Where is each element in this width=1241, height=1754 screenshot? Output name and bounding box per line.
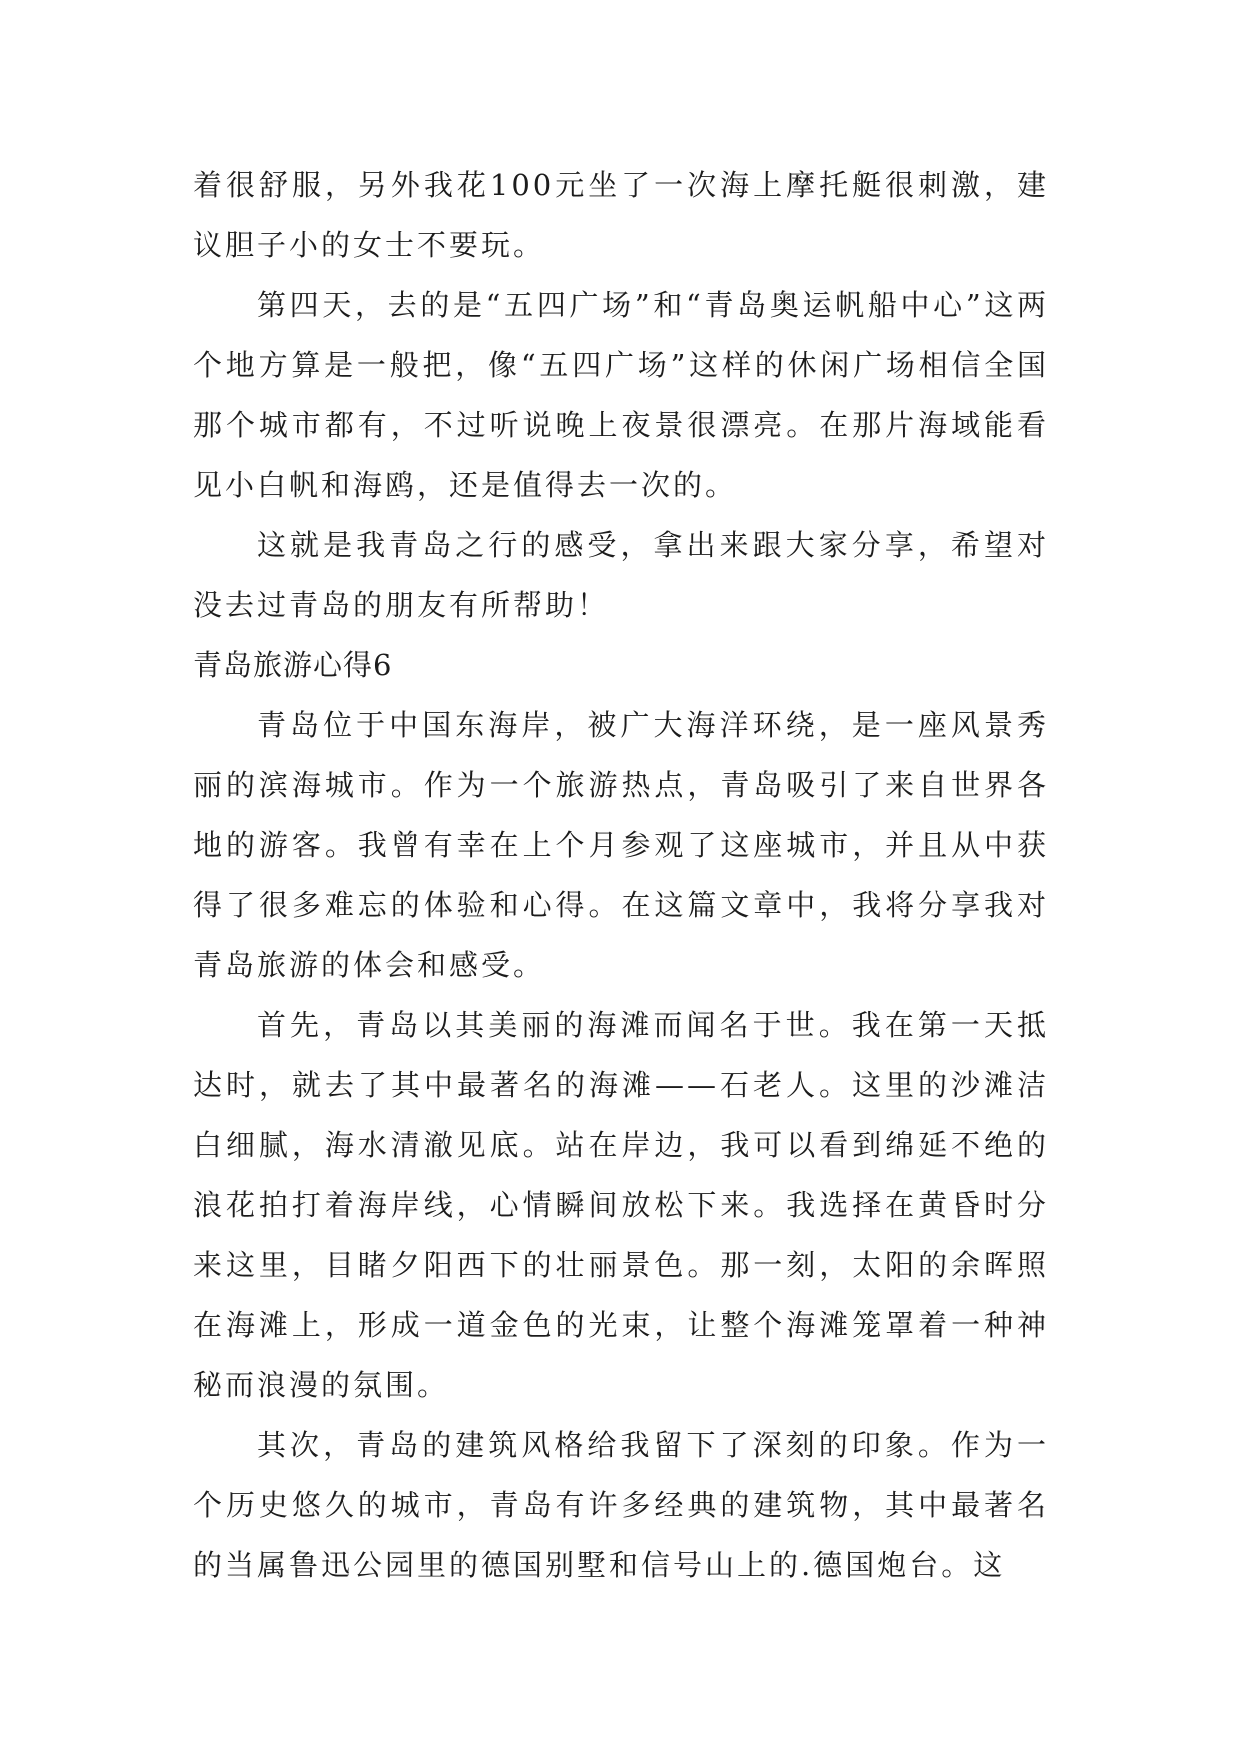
paragraph-beaches: 首先，青岛以其美丽的海滩而闻名于世。我在第一天抵达时，就去了其中最著名的海滩——石老人。这里的沙滩洁白细腻，海水清澈见底。站在岸边，我可以看到绵延不绝的浪花拍打着海岸线，心情瞬间放松下来。我选择在黄昏时分来这里，目睹夕阳西下的壮丽景色。那一刻，太阳的余晖照在海滩上，形成一道金色的光束，让整个海滩笼罩着一种神秘而浪漫的氛围。 xyxy=(193,1008,1049,1402)
paragraph-introduction: 青岛位于中国东海岸，被广大海洋环绕，是一座风景秀丽的滨海城市。作为一个旅游热点，青岛吸引了来自世界各地的游客。我曾有幸在上个月参观了这座城市，并且从中获得了很多难忘的体验和心得。在这篇文章中，我将分享我对青岛旅游的体会和感受。 xyxy=(193,708,1049,982)
section-heading: 青岛旅游心得6 xyxy=(193,648,393,682)
paragraph-day-four: 第四天，去的是“五四广场”和“青岛奥运帆船中心”这两个地方算是一般把，像“五四广场”这样的休闲广场相信全国那个城市都有，不过听说晚上夜景很漂亮。在那片海域能看见小白帆和海鸥，还是值得去一次的。 xyxy=(193,288,1049,502)
document-body xyxy=(193,155,1049,1595)
paragraph-architecture: 其次，青岛的建筑风格给我留下了深刻的印象。作为一个历史悠久的城市，青岛有许多经典的建筑物，其中最著名的当属鲁迅公园里的德国别墅和信号山上的.德国炮台。这 xyxy=(193,1428,1049,1582)
paragraph-continuation: 着很舒服，另外我花100元坐了一次海上摩托艇很刺激，建议胆子小的女士不要玩。 xyxy=(193,168,1049,262)
paragraph-closing-remarks: 这就是我青岛之行的感受，拿出来跟大家分享，希望对没去过青岛的朋友有所帮助！ xyxy=(193,528,1049,622)
